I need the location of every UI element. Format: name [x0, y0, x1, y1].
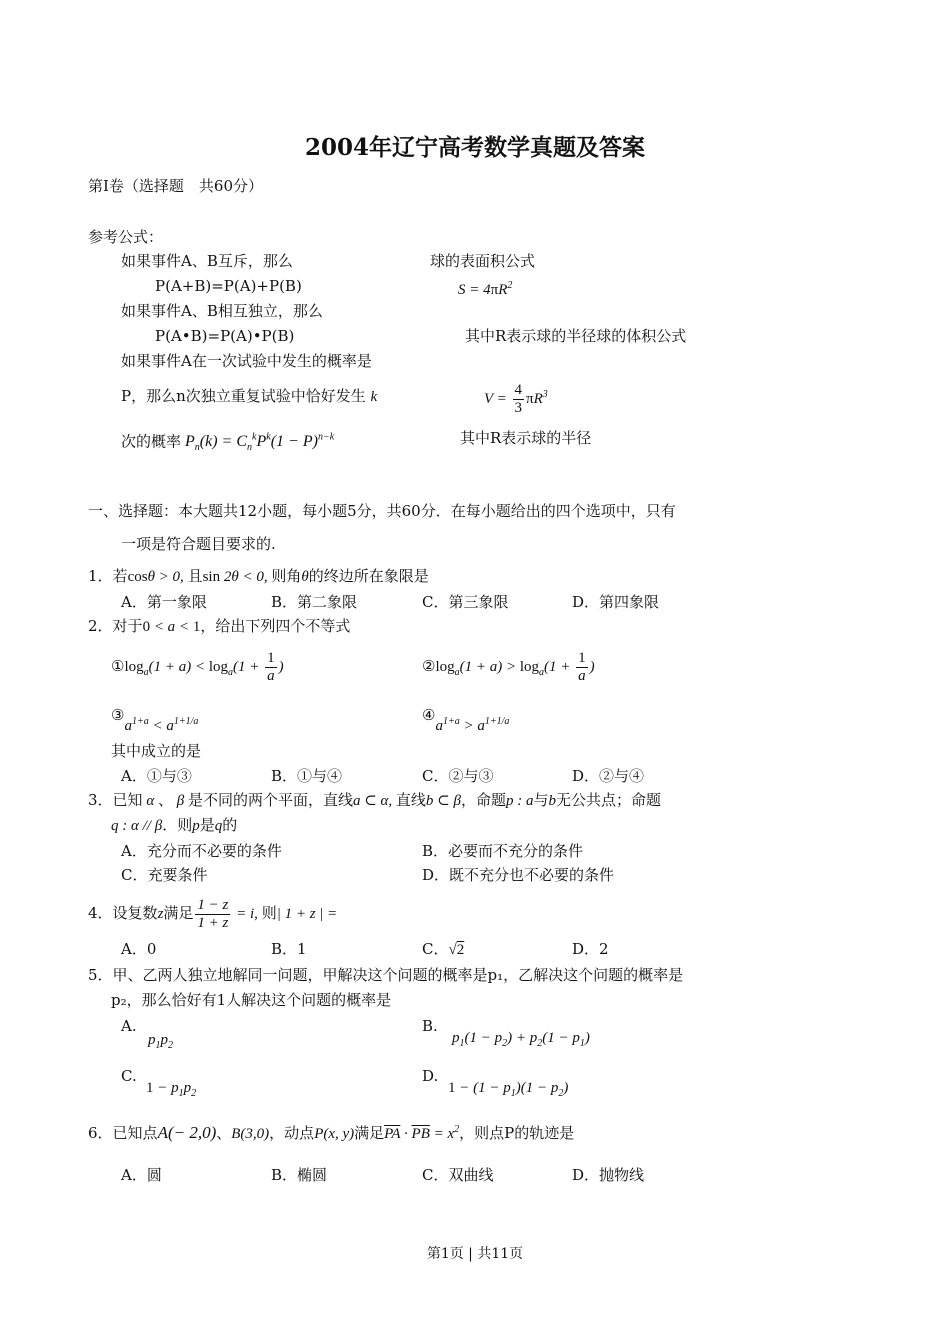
question-5: 5．甲、乙两人独立地解同一问题，甲解决这个问题的概率是p₁，乙解决这个问题的概率是 [88, 966, 684, 984]
mutex-condition: 如果事件A、B互斥，那么 [121, 252, 293, 270]
q2-inequality-1: $①\log_a(1 + a) < \log_a(1$ + $\frac{1}{a}$ ) [111, 650, 284, 685]
bernoulli-condition: 如果事件A在一次试验中发生的概率是 [121, 352, 372, 370]
q4-option-a: A．0 [121, 940, 157, 958]
q5-option-c: $1 - p_1p_2$ [146, 1080, 197, 1099]
q4-option-d: D．2 [572, 940, 609, 958]
bernoulli-probability: 次的概率 $P_n(k) = C_n^kP^k(1 - P)^{n-k}$ [121, 432, 335, 454]
q1-option-a: A．第一象限 [121, 593, 207, 611]
question-2: 2．对于0 < a < 1，给出下列四个不等式 [88, 617, 351, 635]
formulas-label: 参考公式： [88, 228, 164, 246]
q5-label-a: A. [121, 1017, 137, 1035]
sphere-area-formula: $S = 4\pi R^2$ [458, 280, 513, 298]
q2-inequality-3: $③a^{1+a} < a^{1+1/a}$ [111, 706, 199, 734]
q2-option-d: D．②与④ [572, 767, 645, 785]
q6-option-b: B．椭圆 [271, 1166, 328, 1184]
q2-option-a: A．①与③ [121, 767, 192, 785]
radius-note-2: 其中R表示球的半径 [460, 429, 592, 447]
independence-condition: 如果事件A、B相互独立，那么 [121, 302, 323, 320]
part-header: 第Ⅰ卷（选择题 共60分） [88, 177, 264, 195]
q5-option-a: $p_1p_2$ [148, 1032, 173, 1051]
q2-inequality-2: $②\log_a(1 + a) > \log_a(1$ + $\frac{1}{a}$ ) [422, 650, 595, 685]
question-4: 4．设复数z满足 $\frac{1 - z}{1 + z}$ = i, 则| 1 + z | = [88, 897, 338, 932]
section1-intro-line1: 一、选择题：本大题共12小题，每小题5分，共60分．在每小题给出的四个选项中，只有 [88, 502, 676, 520]
q1-option-b: B．第二象限 [271, 593, 358, 611]
mutex-formula: P(A+B)=P(A)+P(B) [155, 277, 302, 295]
page-footer: 第1页 | 共11页 [426, 1246, 524, 1262]
q5-label-d: D. [422, 1067, 439, 1085]
q6-option-a: A．圆 [121, 1166, 162, 1184]
question-1: 1．若cosθ > 0, 且sin 2θ < 0, 则角θ的终边所在象限是 [88, 567, 429, 585]
sphere-volume-formula: V = $\frac{4}{3}$ $\pi R^3$ [484, 382, 548, 417]
q3-option-b: B．必要而不充分的条件 [422, 842, 584, 860]
q2-conclusion: 其中成立的是 [111, 742, 202, 760]
question-3: 3．已知 α 、 β 是不同的两个平面，直线a ⊂ α, 直线b ⊂ β，命题p : a与b无公共点；命题 [88, 791, 662, 809]
q2-option-b: B．①与④ [271, 767, 343, 785]
q1-option-d: D．第四象限 [572, 593, 660, 611]
q3-option-c: C．充要条件 [121, 866, 208, 884]
page-title: 2004年辽宁高考数学真题及答案 [304, 134, 645, 161]
q2-option-c: C．②与③ [422, 767, 494, 785]
question-6: 6．已知点A(− 2,0)、B(3,0)，动点P(x, y)满足$\overline{PA} \cdot \overline{PB} = x^2$，则点P的轨迹是 [88, 1123, 575, 1142]
q4-option-c: C．√2 [422, 940, 465, 958]
q2-inequality-4: $④a^{1+a} > a^{1+1/a}$ [422, 706, 510, 734]
q3-option-a: A．充分而不必要的条件 [121, 842, 282, 860]
q6-option-d: D．抛物线 [572, 1166, 645, 1184]
q3-option-d: D．既不充分也不必要的条件 [422, 866, 615, 884]
sphere-area-title: 球的表面积公式 [430, 252, 536, 270]
question-5-line2: p₂，那么恰好有1人解决这个问题的概率是 [111, 991, 392, 1009]
bernoulli-line-2: P，那么n次独立重复试验中恰好发生 k [121, 387, 378, 405]
question-3-line2: q : α // β．则p是q的 [111, 816, 238, 834]
q5-label-b: B. [422, 1017, 438, 1035]
q6-option-c: C．双曲线 [422, 1166, 494, 1184]
q5-option-d: $1 - (1 - p_1)(1 - p_2)$ [448, 1080, 569, 1099]
q5-option-b: $p_1(1 - p_2) + p_2(1 - p_1)$ [452, 1030, 590, 1049]
q4-option-b: B．1 [271, 940, 307, 958]
q1-option-c: C．第三象限 [422, 593, 509, 611]
radius-note: 其中R表示球的半径球的体积公式 [465, 327, 687, 345]
q5-label-c: C. [121, 1067, 137, 1085]
section1-intro-line2: 一项是符合题目要求的. [121, 535, 276, 553]
independence-formula: P(A•B)=P(A)•P(B) [155, 327, 295, 345]
